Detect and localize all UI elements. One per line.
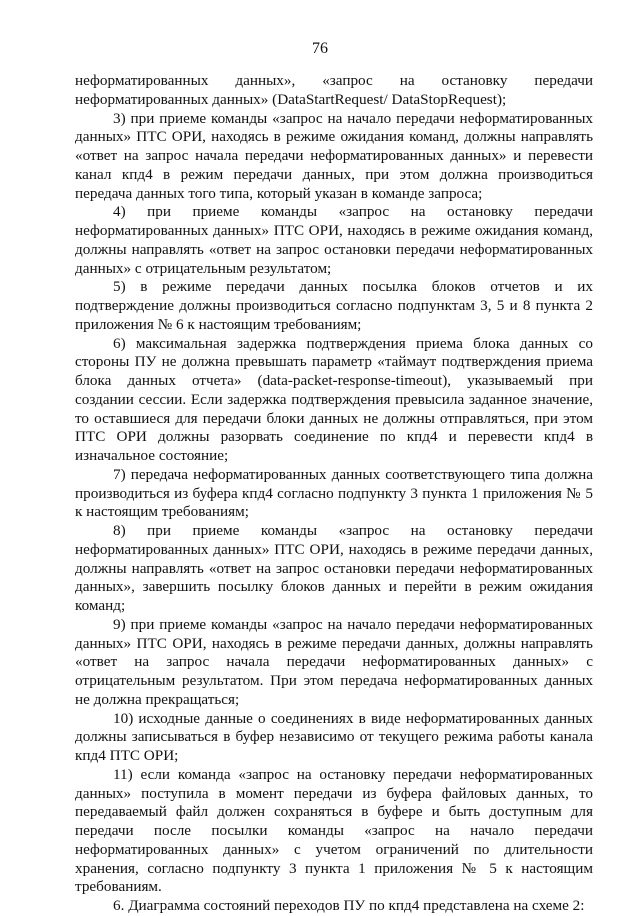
page-number: 76 (312, 40, 328, 57)
list-item-11: 11) если команда «запрос на остановку передачи неформатированных данных» поступила в момент передачи из буфера файловых данных, то передаваемый файл должен сохраняться в буфере и быть доступным для передачи после посылки команды «запрос на начало передачи неформатированных данных» с учетом ограничений по длительности хранения, согласно подпункту 3 пункта 1 приложения № 5 к настоящим требованиям. (75, 765, 593, 896)
list-item-5: 5) в режиме передачи данных посылка блоков отчетов и их подтверждение должны производиться согласно подпунктам 3, 5 и 8 пункта 2 приложения № 6 к настоящим требованиям; (75, 278, 593, 333)
list-item-9: 9) при приеме команды «запрос на начало передачи неформатированных данных» ПТС ОРИ, находясь в режиме передачи данных, должны направлять «ответ на запрос начала передачи неформатированных данных» с отрицательным результатом. При этом передача неформатированных данных не должна прекращаться; (75, 615, 593, 708)
paragraph-continuation: неформатированных данных», «запрос на остановку передачи неформатированных данных» (DataStartRequest/ DataStopRequest); (75, 72, 593, 108)
list-item-4: 4) при приеме команды «запрос на остановку передачи неформатированных данных» ПТС ОРИ, находясь в режиме ожидания команд, должны направлять «ответ на запрос остановки передачи неформатированных данных» с отрицательным результатом; (75, 203, 593, 277)
list-item-8: 8) при приеме команды «запрос на остановку передачи неформатированных данных» ПТС ОРИ, находясь в режиме передачи данных, должны направлять «ответ на запрос остановки передачи неформатированных данных», завершить посылку блоков данных и перейти в режим ожидания команд; (75, 522, 593, 614)
section-6-paragraph: 6. Диаграмма состояний переходов ПУ по кпд4 представлена на схеме 2: (113, 897, 585, 914)
list-item-7: 7) передача неформатированных данных соответствующего типа должна производиться из буфера кпд4 согласно подпункту 3 пункта 1 приложения № 5 к настоящим требованиям; (75, 465, 593, 521)
document-body (75, 72, 593, 916)
list-item-6: 6) максимальная задержка подтверждения приема блока данных со стороны ПУ не должна превышать параметр «таймаут подтверждения приема блока данных отчета» (data-packet-response-timeout), указываемый при создании сессии. Если задержка подтверждения превысила заданное значение, то оставшиеся для передачи блоки данных не должны отправляться, при этом ПТС ОРИ должны разорвать соединение по кпд4 и перевести кпд4 в изначальное состояние; (75, 334, 593, 464)
list-item-10: 10) исходные данные о соединениях в виде неформатированных данных должны записываться в буфер независимо от текущего режима работы канала кпд4 ПТС ОРИ; (75, 709, 593, 764)
list-item-3: 3) при приеме команды «запрос на начало передачи неформатированных данных» ПТС ОРИ, находясь в режиме ожидания команд, должны направлять «ответ на запрос начала передачи неформатированных данных» и перевести канал кпд4 в режим передачи данных, при этом должна производиться передача данных того типа, который указан в команде запроса; (75, 109, 593, 202)
